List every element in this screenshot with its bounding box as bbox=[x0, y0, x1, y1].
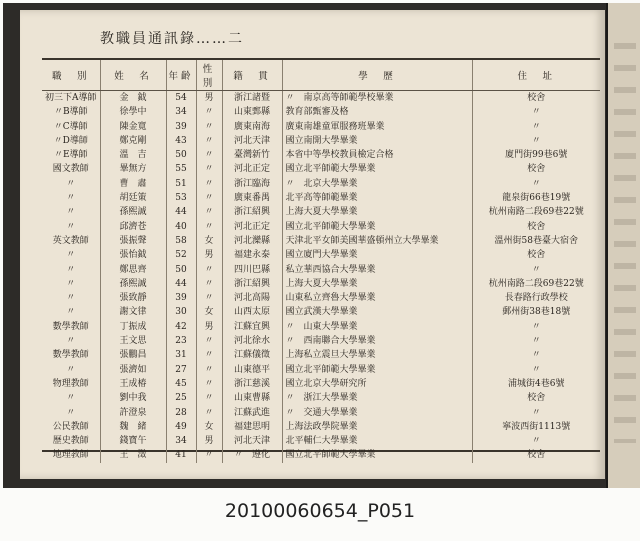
cell-name: 胡廷策 bbox=[100, 191, 166, 205]
cell-native-place: 浙江諸暨 bbox=[222, 91, 282, 106]
table-row bbox=[42, 377, 600, 391]
cell-name: 謝文律 bbox=[100, 305, 166, 319]
table-row bbox=[42, 448, 600, 462]
cell-position: 〃 bbox=[66, 250, 76, 261]
cell-position: 〃 bbox=[66, 364, 76, 375]
cell-education: 教育部甄審及格 bbox=[282, 105, 472, 119]
cell-address: 〃 bbox=[472, 120, 600, 134]
cell-address: 杭州南路二段69巷22號 bbox=[472, 277, 600, 291]
cell-position: 〃 bbox=[66, 207, 76, 218]
cell-gender: 〃 bbox=[196, 220, 222, 234]
cell-name: 錢寶午 bbox=[100, 434, 166, 448]
table-row bbox=[42, 348, 600, 362]
cell-native-place: 山東曹縣 bbox=[222, 391, 282, 405]
cell-address: 郵州街38巷18號 bbox=[472, 305, 600, 319]
table-row bbox=[42, 191, 600, 205]
document-page bbox=[20, 10, 605, 479]
cell-position: 數學教師 bbox=[52, 350, 89, 361]
cell-education: 〃 南京高等師範學校畢業 bbox=[282, 91, 472, 106]
column-header-position: 職 別 bbox=[42, 60, 100, 91]
cell-native-place: 浙江慈溪 bbox=[222, 377, 282, 391]
cell-education: 〃 北京大學畢業 bbox=[282, 177, 472, 191]
cell-age: 39 bbox=[166, 291, 196, 305]
table-row bbox=[42, 105, 600, 119]
cell-name: 丁振成 bbox=[100, 320, 166, 334]
cell-address: 〃 bbox=[472, 434, 600, 448]
table-row bbox=[42, 434, 600, 448]
cell-gender: 男 bbox=[196, 320, 222, 334]
table-row bbox=[42, 263, 600, 277]
cell-education: 上海私立震旦大學畢業 bbox=[282, 348, 472, 362]
cell-position: 〃 bbox=[66, 278, 76, 289]
cell-address: 〃 bbox=[472, 263, 600, 277]
cell-education: 北平輔仁大學畢業 bbox=[282, 434, 472, 448]
cell-age: 44 bbox=[166, 205, 196, 219]
cell-gender: 女 bbox=[196, 234, 222, 248]
cell-name: 王成椿 bbox=[100, 377, 166, 391]
cell-age: 44 bbox=[166, 277, 196, 291]
cell-name: 張致靜 bbox=[100, 291, 166, 305]
table-row bbox=[42, 148, 600, 162]
cell-position: 〃 bbox=[66, 264, 76, 275]
cell-education: 國立北平師範大學畢業 bbox=[282, 363, 472, 377]
cell-position: 〃 bbox=[66, 307, 76, 318]
cell-address: 浦城街4巷6號 bbox=[472, 377, 600, 391]
cell-name: 陳金寬 bbox=[100, 120, 166, 134]
cell-address: 廈門街99巷6號 bbox=[472, 148, 600, 162]
cell-age: 34 bbox=[166, 105, 196, 119]
cell-education: 國立北平師範大學畢業 bbox=[282, 220, 472, 234]
cell-age: 53 bbox=[166, 191, 196, 205]
cell-position: 〃D導師 bbox=[53, 135, 88, 146]
table-row bbox=[42, 220, 600, 234]
cell-education: 〃 山東大學畢業 bbox=[282, 320, 472, 334]
cell-native-place: 河北天津 bbox=[222, 134, 282, 148]
cell-gender: 〃 bbox=[196, 291, 222, 305]
table-body bbox=[42, 91, 600, 463]
cell-age: 34 bbox=[166, 434, 196, 448]
cell-gender: 〃 bbox=[196, 148, 222, 162]
table-row bbox=[42, 320, 600, 334]
cell-name: 溫 吉 bbox=[100, 148, 166, 162]
cell-position: 地理教師 bbox=[52, 450, 89, 461]
cell-native-place: 河北高陽 bbox=[222, 291, 282, 305]
cell-native-place: 四川巴縣 bbox=[222, 263, 282, 277]
cell-age: 49 bbox=[166, 420, 196, 434]
book-photo-background bbox=[3, 3, 637, 488]
column-header-education: 學 歷 bbox=[282, 60, 472, 91]
cell-name: 孫熙誠 bbox=[100, 277, 166, 291]
cell-address: 校舍 bbox=[472, 391, 600, 405]
cell-name: 張怡鉞 bbox=[100, 248, 166, 262]
column-header-age: 年齡 bbox=[166, 60, 196, 91]
cell-position: 英文教師 bbox=[52, 235, 89, 246]
cell-gender: 〃 bbox=[196, 105, 222, 119]
cell-address: 〃 bbox=[472, 134, 600, 148]
table-row bbox=[42, 91, 600, 106]
cell-education: 天津北平女師美國華盛頓州立大學畢業 bbox=[282, 234, 472, 248]
cell-age: 27 bbox=[166, 363, 196, 377]
cell-native-place: 臺灣新竹 bbox=[222, 148, 282, 162]
cell-name: 金 鉞 bbox=[100, 91, 166, 106]
cell-address: 〃 bbox=[472, 348, 600, 362]
cell-address: 杭州南路二段69巷22號 bbox=[472, 205, 600, 219]
cell-native-place: 河北正定 bbox=[222, 162, 282, 176]
table-row bbox=[42, 248, 600, 262]
cell-position: 數學教師 bbox=[52, 321, 89, 332]
cell-name: 畢無方 bbox=[100, 162, 166, 176]
cell-gender: 〃 bbox=[196, 205, 222, 219]
cell-education: 國立廈門大學畢業 bbox=[282, 248, 472, 262]
cell-education: 北平高等師範畢業 bbox=[282, 191, 472, 205]
cell-age: 41 bbox=[166, 448, 196, 462]
cell-name: 邱濟苍 bbox=[100, 220, 166, 234]
cell-address: 校舍 bbox=[472, 220, 600, 234]
cell-position: 〃B導師 bbox=[53, 107, 88, 118]
cell-gender: 〃 bbox=[196, 134, 222, 148]
cell-gender: 女 bbox=[196, 420, 222, 434]
cell-name: 徐學中 bbox=[100, 105, 166, 119]
cell-age: 42 bbox=[166, 320, 196, 334]
cell-name: 劉中我 bbox=[100, 391, 166, 405]
cell-gender: 〃 bbox=[196, 391, 222, 405]
cell-education: 上海大夏大學畢業 bbox=[282, 277, 472, 291]
cell-age: 54 bbox=[166, 91, 196, 106]
column-header-name: 姓 名 bbox=[100, 60, 166, 91]
staff-directory-table bbox=[42, 60, 600, 463]
cell-position: 〃 bbox=[66, 293, 76, 304]
cell-age: 43 bbox=[166, 134, 196, 148]
cell-name: 鄭克剛 bbox=[100, 134, 166, 148]
cell-name: 魏 緒 bbox=[100, 420, 166, 434]
cell-education: 〃 浙江大學畢業 bbox=[282, 391, 472, 405]
adjacent-page-edge bbox=[606, 3, 640, 488]
cell-age: 50 bbox=[166, 148, 196, 162]
cell-age: 40 bbox=[166, 220, 196, 234]
cell-gender: 〃 bbox=[196, 277, 222, 291]
cell-education: 私立華西協合大學畢業 bbox=[282, 263, 472, 277]
cell-gender: 〃 bbox=[196, 162, 222, 176]
cell-position: 國文教師 bbox=[52, 164, 89, 175]
cell-address: 〃 bbox=[472, 320, 600, 334]
cell-position: 〃 bbox=[66, 178, 76, 189]
cell-age: 28 bbox=[166, 406, 196, 420]
cell-gender: 男 bbox=[196, 248, 222, 262]
cell-name: 張振聲 bbox=[100, 234, 166, 248]
cell-address: 寧波西街1113號 bbox=[472, 420, 600, 434]
cell-native-place: 浙江臨海 bbox=[222, 177, 282, 191]
cell-native-place: 河北灤縣 bbox=[222, 234, 282, 248]
cell-position: 初三下A導師 bbox=[45, 93, 97, 103]
cell-position: 〃 bbox=[66, 193, 76, 204]
cell-age: 52 bbox=[166, 248, 196, 262]
table-row bbox=[42, 177, 600, 191]
cell-name: 張鵬昌 bbox=[100, 348, 166, 362]
column-header-address: 住 址 bbox=[472, 60, 600, 91]
cell-gender: 〃 bbox=[196, 406, 222, 420]
cell-position: 物理教師 bbox=[52, 378, 89, 389]
cell-native-place: 山西太原 bbox=[222, 305, 282, 319]
cell-address: 〃 bbox=[472, 177, 600, 191]
table-header-row bbox=[42, 60, 600, 91]
cell-position: 公民教師 bbox=[52, 421, 89, 432]
cell-name: 孫熙誠 bbox=[100, 205, 166, 219]
cell-education: 國立北京大學研究所 bbox=[282, 377, 472, 391]
cell-position: 〃C導師 bbox=[53, 121, 88, 132]
cell-address: 龍泉街66巷19號 bbox=[472, 191, 600, 205]
cell-native-place: 浙江紹興 bbox=[222, 277, 282, 291]
cell-education: 〃 交通大學畢業 bbox=[282, 406, 472, 420]
cell-native-place: 福建永泰 bbox=[222, 248, 282, 262]
cell-gender: 〃 bbox=[196, 348, 222, 362]
cell-native-place: 江蘇武進 bbox=[222, 406, 282, 420]
table-row bbox=[42, 134, 600, 148]
staff-directory-table-frame bbox=[42, 58, 600, 461]
cell-address: 校舍 bbox=[472, 248, 600, 262]
cell-gender: 男 bbox=[196, 434, 222, 448]
cell-gender: 〃 bbox=[196, 334, 222, 348]
cell-education: 本省中等學校教員檢定合格 bbox=[282, 148, 472, 162]
cell-age: 23 bbox=[166, 334, 196, 348]
cell-native-place: 河北徐水 bbox=[222, 334, 282, 348]
cell-age: 31 bbox=[166, 348, 196, 362]
cell-education: 〃 西南聯合大學畢業 bbox=[282, 334, 472, 348]
cell-name: 王 澂 bbox=[100, 448, 166, 462]
column-header-native-place: 籍 貫 bbox=[222, 60, 282, 91]
cell-gender: 〃 bbox=[196, 448, 222, 462]
cell-native-place: 河北正定 bbox=[222, 220, 282, 234]
cell-position: 〃E導師 bbox=[53, 150, 88, 161]
table-row bbox=[42, 420, 600, 434]
cell-position: 歷史教師 bbox=[52, 436, 89, 447]
cell-address: 校舍 bbox=[472, 162, 600, 176]
cell-age: 51 bbox=[166, 177, 196, 191]
cell-address: 〃 bbox=[472, 105, 600, 119]
cell-native-place: 河北天津 bbox=[222, 434, 282, 448]
cell-age: 25 bbox=[166, 391, 196, 405]
table-row bbox=[42, 234, 600, 248]
cell-gender: 〃 bbox=[196, 191, 222, 205]
cell-address: 校舍 bbox=[472, 91, 600, 106]
table-row bbox=[42, 205, 600, 219]
cell-gender: 女 bbox=[196, 305, 222, 319]
cell-education: 山東私立齊魯大學畢業 bbox=[282, 291, 472, 305]
cell-address: 溫州街58巷臺大宿舍 bbox=[472, 234, 600, 248]
cell-native-place: 江蘇宜興 bbox=[222, 320, 282, 334]
table-row bbox=[42, 363, 600, 377]
cell-native-place: 福建思明 bbox=[222, 420, 282, 434]
cell-education: 上海大夏大學畢業 bbox=[282, 205, 472, 219]
cell-address: 〃 bbox=[472, 406, 600, 420]
cell-age: 55 bbox=[166, 162, 196, 176]
column-header-gender: 性別 bbox=[196, 60, 222, 91]
table-row bbox=[42, 162, 600, 176]
cell-native-place: 山東德平 bbox=[222, 363, 282, 377]
table-row bbox=[42, 305, 600, 319]
cell-education: 上海法政學院畢業 bbox=[282, 420, 472, 434]
table-row bbox=[42, 277, 600, 291]
cell-age: 39 bbox=[166, 120, 196, 134]
cell-position: 〃 bbox=[66, 407, 76, 418]
cell-address: 〃 bbox=[472, 363, 600, 377]
table-row bbox=[42, 406, 600, 420]
cell-gender: 〃 bbox=[196, 377, 222, 391]
table-row bbox=[42, 334, 600, 348]
cell-education: 國立南開大學畢業 bbox=[282, 134, 472, 148]
cell-education: 國立武漢大學畢業 bbox=[282, 305, 472, 319]
cell-age: 58 bbox=[166, 234, 196, 248]
cell-age: 45 bbox=[166, 377, 196, 391]
table-row bbox=[42, 391, 600, 405]
cell-education: 國立北平師範大學畢業 bbox=[282, 448, 472, 462]
cell-name: 曹 肅 bbox=[100, 177, 166, 191]
table-row bbox=[42, 120, 600, 134]
cell-native-place: 廣東番禺 bbox=[222, 191, 282, 205]
cell-name: 王文思 bbox=[100, 334, 166, 348]
table-row bbox=[42, 291, 600, 305]
cell-name: 鄭思齊 bbox=[100, 263, 166, 277]
cell-native-place: 廣東南海 bbox=[222, 120, 282, 134]
image-caption: 20100060654_P051 bbox=[224, 500, 416, 522]
cell-education: 廣東南雄童軍服務班畢業 bbox=[282, 120, 472, 134]
cell-position: 〃 bbox=[66, 221, 76, 232]
cell-name: 許澄泉 bbox=[100, 406, 166, 420]
cell-education: 國立北平師範大學畢業 bbox=[282, 162, 472, 176]
cell-address: 校舍 bbox=[472, 448, 600, 462]
cell-age: 50 bbox=[166, 263, 196, 277]
cell-address: 長春路行政學校 bbox=[472, 291, 600, 305]
cell-gender: 〃 bbox=[196, 263, 222, 277]
cell-native-place: 山東鄄縣 bbox=[222, 105, 282, 119]
cell-gender: 〃 bbox=[196, 120, 222, 134]
cell-name: 張濟如 bbox=[100, 363, 166, 377]
cell-native-place: 江蘇儀徵 bbox=[222, 348, 282, 362]
cell-native-place: 〃 遵化 bbox=[222, 448, 282, 462]
cell-position: 〃 bbox=[66, 336, 76, 347]
cell-age: 30 bbox=[166, 305, 196, 319]
page-header: 教職員通訊錄……二 bbox=[100, 31, 244, 47]
cell-gender: 〃 bbox=[196, 177, 222, 191]
cell-address: 〃 bbox=[472, 334, 600, 348]
cell-native-place: 浙江紹興 bbox=[222, 205, 282, 219]
cell-position: 〃 bbox=[66, 393, 76, 404]
cell-gender: 〃 bbox=[196, 363, 222, 377]
cell-gender: 男 bbox=[196, 91, 222, 106]
